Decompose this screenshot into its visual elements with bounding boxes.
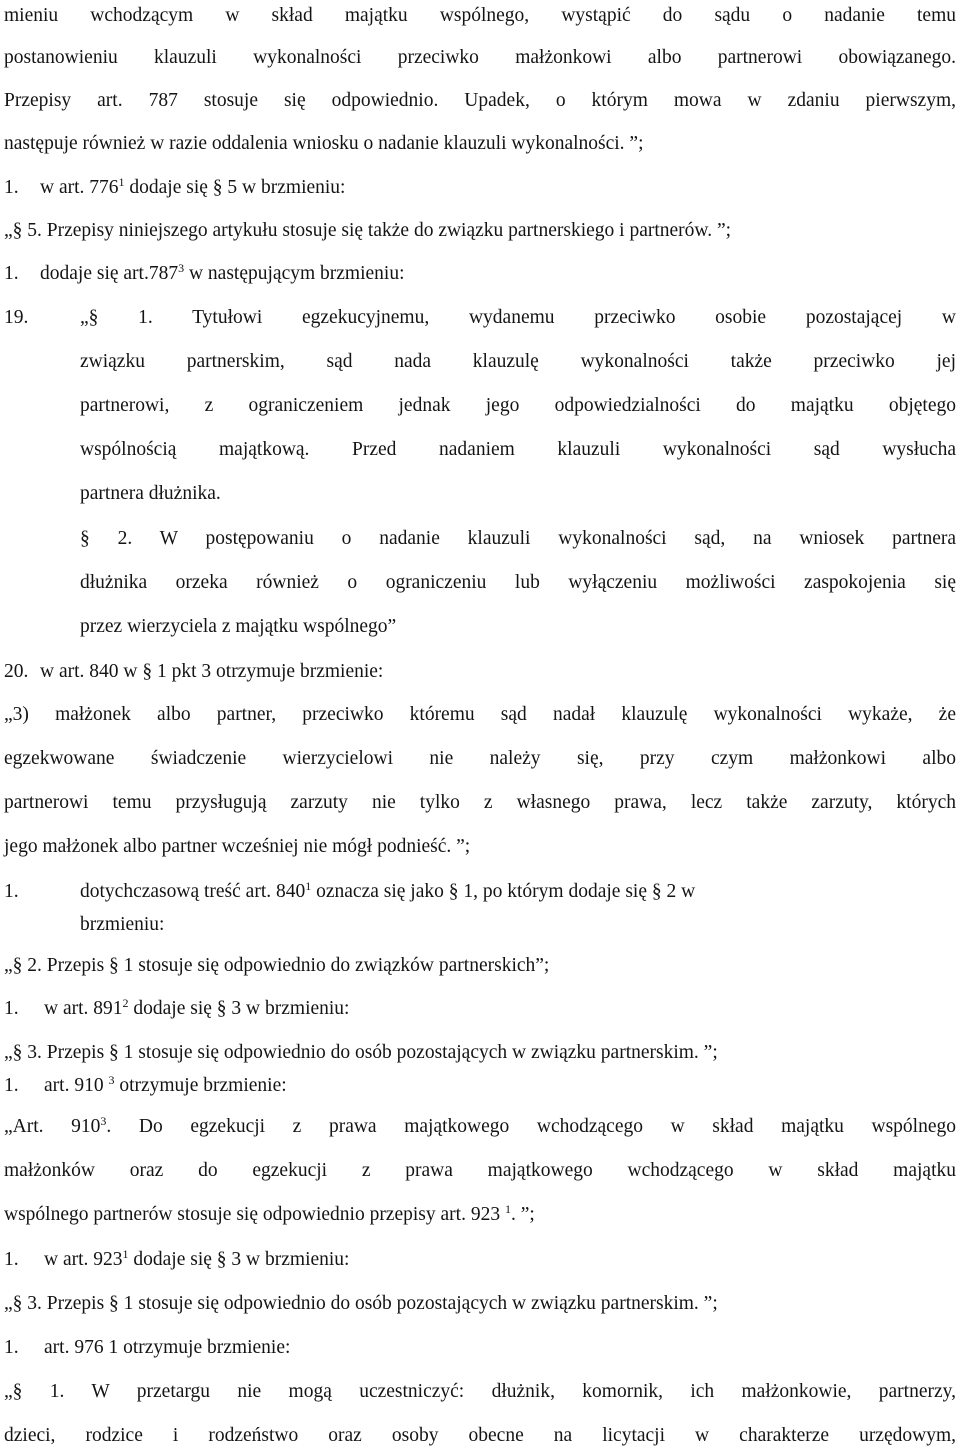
text-line: jego małżonek albo partner wcześniej nie mógł podnieść. ”; [4,836,471,857]
list-item [4,997,956,1021]
text-line: „§ 1. Tytułowi egzekucyjnemu, wydanemu przeciwko osobie pozostającej w [80,307,956,328]
text-line: „§ 5. Przepisy niniejszego artykułu stosuje się także do związku partnerskiego i partnerów. ”; [4,220,732,241]
text-line: egzekwowane świadczenie wierzycielowi nie należy się, przy czym małżonkowi albo [4,748,956,769]
text-line: partnera dłużnika. [80,483,221,504]
text-span: otrzymuje brzmienie: [119,1075,287,1096]
text-span: w art. 923 [44,1249,123,1270]
text-span: art. 910 [44,1075,104,1096]
text-span: dodaje się art.787 [40,263,179,284]
text-line: „§ 3. Przepis § 1 stosuje się odpowiednio do osób pozostających w związku partnerskim. ”; [4,1293,718,1314]
list-number: 1. [4,1249,19,1270]
text-line: wspólnością majątkową. Przed nadaniem klauzuli wykonalności sąd wysłucha [80,439,956,460]
text-span: art. 976 [44,1337,104,1358]
superscript: 3 [108,1072,115,1087]
text-line: przez wierzyciela z majątku wspólnego” [80,616,397,637]
text-line [80,880,956,904]
text-span: „Art. 910 [4,1116,101,1137]
text-line: małżonków oraz do egzekucji z prawa majątkowego wchodzącego w skład majątku [4,1160,956,1181]
text-span: w art. 776 [40,177,119,198]
text-line: § 2. W postępowaniu o nadanie klauzuli wykonalności sąd, na wniosek partnera [80,528,956,549]
text-line: następuje również w razie oddalenia wniosku o nadanie klauzuli wykonalności. ”; [4,133,644,154]
superscript: 3 [100,1113,107,1128]
list-number: 19. [4,307,29,328]
list-item [4,1248,956,1272]
list-number: 1. [4,263,19,284]
text-line: Przepisy art. 787 stosuje się odpowiednio. Upadek, o którym mowa w zdaniu pierwszym, [4,90,956,111]
text-line: mieniu wchodzącym w skład majątku wspólnego, wystąpić do sądu o nadanie temu [4,5,956,26]
list-number: 1. [4,1075,19,1096]
text-span: dotychczasową treść art. 840 [80,881,306,902]
text-span: dodaje się § 5 w brzmieniu: [129,177,346,198]
text-span: w art. 891 [44,998,123,1019]
list-number: 1. [4,998,19,1019]
list-item [4,262,956,286]
list-item [4,1074,956,1098]
text-span: . Do egzekucji z prawa majątkowego wchodzącego w skład majątku wspólnego [106,1116,956,1137]
text-line: dłużnika orzeka również o ograniczeniu lub wyłączeniu możliwości zaspokojenia się [80,572,956,593]
superscript: 1 [122,1246,129,1261]
superscript: 1 [305,878,312,893]
list-item [4,660,956,684]
text-span: 1 [108,1337,119,1358]
text-span: w następującym brzmieniu: [188,263,405,284]
superscript: 3 [178,260,185,275]
text-span: dodaje się § 3 w brzmieniu: [133,998,350,1019]
text-span: dodaje się § 3 w brzmieniu: [133,1249,350,1270]
superscript: 1 [118,174,125,189]
text-line: postanowieniu klauzuli wykonalności przeciwko małżonkowi albo partnerowi obowiązanego. [4,47,956,68]
list-number: 1. [4,1337,19,1358]
text-span: oznacza się jako § 1, po którym dodaje się § 2 w [316,881,696,902]
text-line [4,1115,956,1139]
text-line: „§ 1. W przetargu nie mogą uczestniczyć: dłużnik, komornik, ich małżonkowie, partnerzy, [4,1381,956,1402]
list-number: 1. [4,177,19,198]
text-line: dzieci, rodzice i rodzeństwo oraz osoby obecne na licytacji w charakterze urzędowym, [4,1425,956,1446]
text-line [4,1203,956,1227]
list-item [4,176,956,200]
superscript: 1 [504,1201,511,1216]
text-line: „§ 2. Przepis § 1 stosuje się odpowiednio do związków partnerskich”; [4,955,550,976]
text-line: „3) małżonek albo partner, przeciwko któremu sąd nadał klauzulę wykonalności wykaże, że [4,704,956,725]
text-span: wspólnego partnerów stosuje się odpowiednio przepisy art. 923 [4,1204,501,1225]
text-line: „§ 3. Przepis § 1 stosuje się odpowiednio do osób pozostających w związku partnerskim. ”; [4,1042,718,1063]
list-number: 20. [4,661,29,682]
list-item [4,1336,956,1360]
text-line: partnerowi, z ograniczeniem jednak jego odpowiedzialności do majątku objętego [80,395,956,416]
text-line: brzmieniu: [80,914,165,935]
text-span: otrzymuje brzmienie: [123,1337,291,1358]
text-line: partnerowi temu przysługują zarzuty nie tylko z własnego prawa, lecz także zarzuty, których [4,792,956,813]
list-number: 1. [4,881,19,902]
text-line: związku partnerskim, sąd nada klauzulę wykonalności także przeciwko jej [80,351,956,372]
text-span: . ”; [510,1204,535,1225]
text-span: w art. 840 w § 1 pkt 3 otrzymuje brzmienie: [40,661,384,682]
superscript: 2 [122,995,129,1010]
